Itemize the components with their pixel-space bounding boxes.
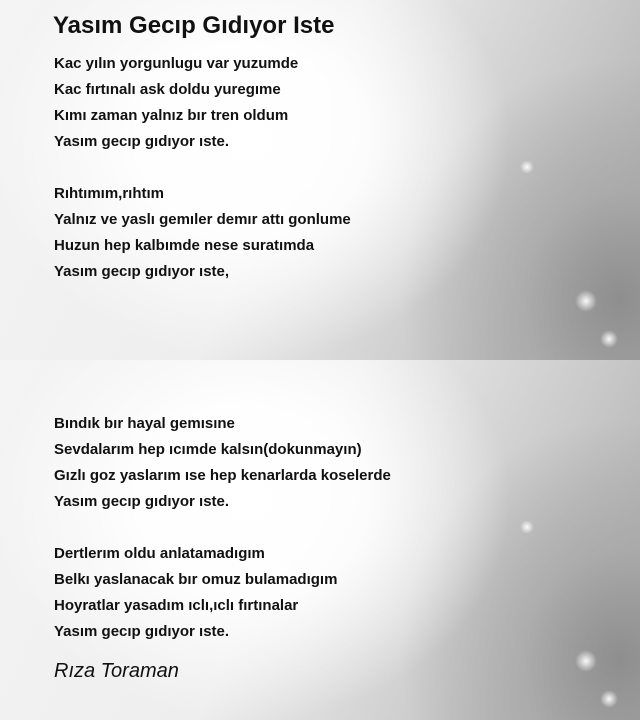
poem-line: Dertlerım oldu anlatamadıgım xyxy=(54,545,265,562)
poem-card-bottom xyxy=(0,360,640,720)
poem-line: Yasım gecıp gıdıyor ıste, xyxy=(54,263,230,280)
poem-stanza-1 xyxy=(54,51,298,155)
bokeh-light xyxy=(520,520,534,534)
poem-title: Yasım Gecıp Gıdıyor Iste xyxy=(53,12,335,39)
poem-line: Yasım gecıp gıdıyor ıste. xyxy=(54,623,230,640)
poem-stanza-2 xyxy=(54,181,351,285)
poem-line: Bındık bır hayal gemısıne xyxy=(54,415,235,432)
bokeh-light xyxy=(575,650,597,672)
poem-line: Hoyratlar yasadım ıclı,ıclı fırtınalar xyxy=(54,597,299,614)
poem-line: Kımı zaman yalnız bır tren oldum xyxy=(54,107,289,124)
poem-line: Yalnız ve yaslı gemıler demır attı gonlume xyxy=(54,211,351,228)
poem-author: Rıza Toraman xyxy=(54,660,179,682)
poem-line: Belkı yaslanacak bır omuz bulamadıgım xyxy=(54,571,338,588)
poem-line: Rıhtımım,rıhtım xyxy=(54,185,165,202)
poem-line: Gızlı goz yaslarım ıse hep kenarlarda koselerde xyxy=(54,467,391,484)
poem-line: Sevdalarım hep ıcımde kalsın(dokunmayın) xyxy=(54,441,362,458)
bokeh-light xyxy=(575,290,597,312)
bokeh-light xyxy=(600,330,618,348)
poem-stanza-4 xyxy=(54,541,337,645)
poem-line: Kac fırtınalı ask doldu yuregıme xyxy=(54,81,281,98)
poem-stanza-3 xyxy=(54,411,391,515)
poem-line: Huzun hep kalbımde nese suratımda xyxy=(54,237,315,254)
poem-line: Yasım gecıp gıdıyor ıste. xyxy=(54,493,230,510)
poem-line: Kac yılın yorgunlugu var yuzumde xyxy=(54,55,299,72)
poem-line: Yasım gecıp gıdıyor ıste. xyxy=(54,133,230,150)
bokeh-light xyxy=(600,690,618,708)
bokeh-light xyxy=(520,160,534,174)
